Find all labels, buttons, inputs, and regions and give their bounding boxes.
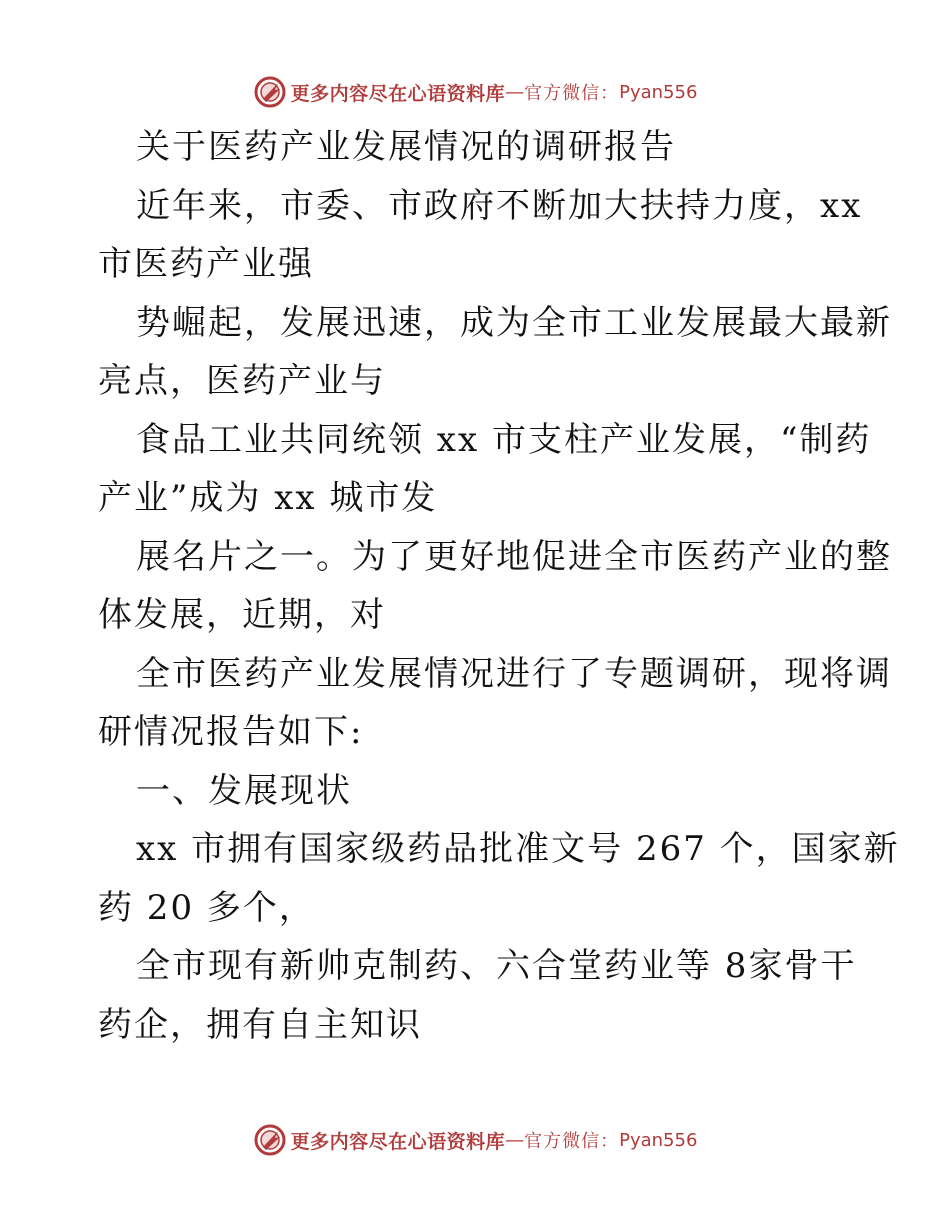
watermark-wechat-label: 官方微信：: [524, 83, 620, 104]
watermark-wechat-id: Pyan556: [619, 81, 698, 103]
quill-circle-logo-icon: [253, 1123, 287, 1157]
paragraph-line: 近年来，市委、市政府不断加大扶持力度，xx: [136, 185, 863, 226]
section-heading: 一、发展现状: [136, 770, 352, 811]
paragraph-line: 市医药产业强: [98, 244, 314, 284]
paragraph-line: 全市现有新帅克制药、六合堂药业等 8家骨干: [136, 946, 857, 986]
watermark-wechat-label: 官方微信：: [524, 1131, 620, 1152]
paragraph-line: 体发展，近期，对: [98, 595, 386, 635]
paragraph-line: 展名片之一。为了更好地促进全市医药产业的整: [136, 536, 892, 577]
watermark-dash: —: [505, 81, 525, 103]
quill-circle-logo-icon: [253, 75, 287, 109]
paragraph-line: 研情况报告如下:: [98, 712, 364, 752]
watermark-dash: —: [505, 1129, 525, 1151]
document-body: [98, 118, 900, 1054]
paragraph-line: 势崛起，发展迅速，成为全市工业发展最大最新: [136, 302, 892, 343]
paragraph-line: 产业”成为 xx 城市发: [98, 478, 438, 518]
watermark-main-text: 更多内容尽在心语资料库: [290, 1130, 506, 1153]
paragraph-line: xx 市拥有国家级药品批准文号 267 个，国家新: [136, 829, 900, 869]
paragraph-line: 食品工业共同统领 xx 市支柱产业发展，“制药: [136, 419, 872, 460]
document-title: 关于医药产业发展情况的调研报告: [136, 127, 676, 167]
paragraph-line: 全市医药产业发展情况进行了专题调研，现将调: [136, 653, 892, 694]
watermark-wechat-id: Pyan556: [619, 1129, 698, 1151]
footer-watermark: [0, 1120, 950, 1160]
paragraph-line: 药 20 多个，: [98, 887, 315, 928]
header-watermark: [0, 72, 950, 112]
paragraph-line: 亮点，医药产业与: [98, 361, 386, 401]
watermark-main-text: 更多内容尽在心语资料库: [290, 82, 506, 105]
paragraph-line: 药企，拥有自主知识: [98, 1004, 422, 1045]
